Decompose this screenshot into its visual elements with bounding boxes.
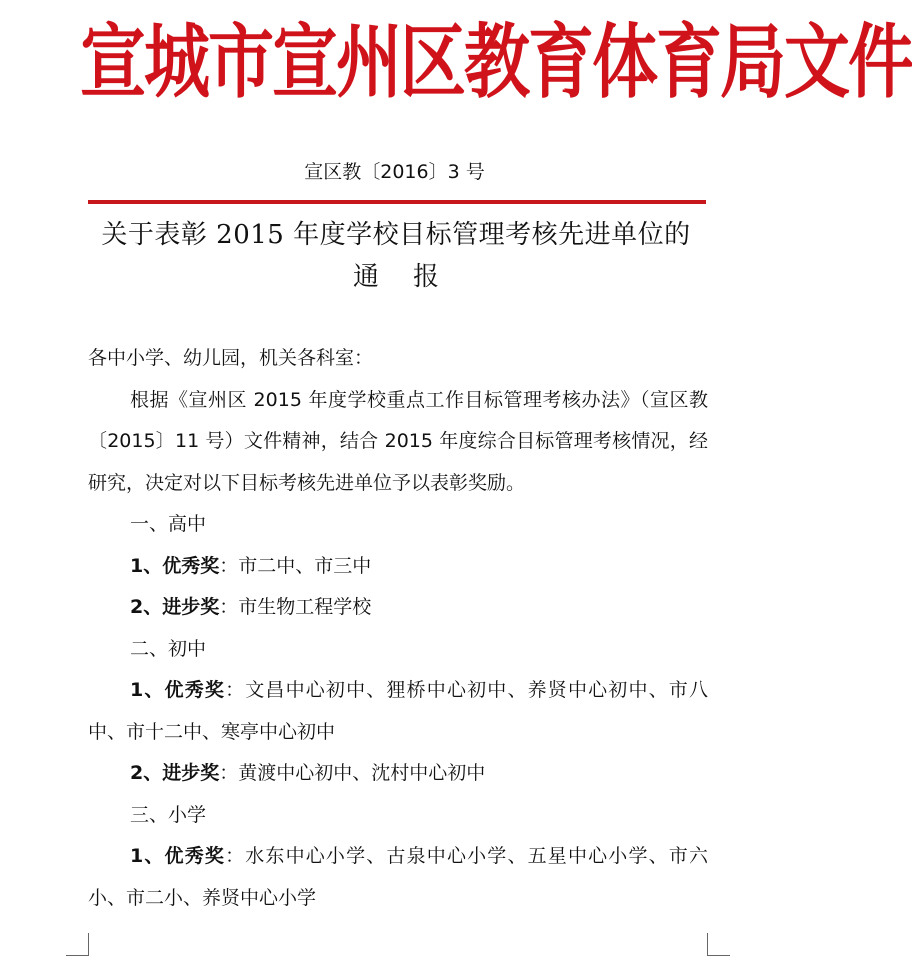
award-units: 水东中心小学、古泉中心小学、五星中心小学、市六小、市二小、养贤中心小学	[88, 845, 708, 909]
award-label: 1、优秀奖	[130, 679, 226, 701]
award-line	[88, 753, 708, 795]
section-heading-high-school: 一、高中	[130, 513, 207, 535]
section-heading-primary-school: 三、小学	[130, 803, 207, 826]
notice-body	[88, 338, 708, 919]
award-label: 1、优秀奖	[130, 845, 226, 867]
award-separator: ：	[219, 554, 239, 577]
award-line	[88, 670, 708, 753]
award-units: 文昌中心初中、狸桥中心初中、养贤中心初中、市八中、市十二中、寒亭中心初中	[88, 679, 708, 743]
award-separator: ：	[219, 762, 239, 784]
award-line	[88, 587, 708, 629]
award-line	[88, 836, 708, 919]
section-heading-middle-school: 二、初中	[130, 637, 207, 660]
page-corner-mark-left	[66, 933, 89, 956]
award-units: 市二中、市三中	[238, 554, 372, 577]
notice-title-line1: 关于表彰 2015 年度学校目标管理考核先进单位的	[101, 220, 691, 250]
notice-title	[86, 214, 706, 298]
page-corner-mark-right	[707, 933, 730, 956]
award-separator: ：	[225, 845, 246, 867]
award-separator: ：	[219, 596, 239, 618]
award-units: 黄渡中心初中、沈村中心初中	[238, 762, 486, 784]
notice-title-line2: 通报	[352, 262, 473, 292]
award-units: 市生物工程学校	[238, 596, 372, 618]
red-divider-rule	[88, 200, 706, 204]
award-separator: ：	[225, 679, 246, 701]
masthead-title: 宣城市宣州区教育体育局文件	[80, 15, 912, 110]
award-label: 2、进步奖	[130, 596, 220, 618]
award-label: 1、优秀奖	[130, 554, 220, 577]
salutation: 各中小学、幼儿园，机关各科室：	[88, 347, 374, 369]
award-line	[88, 546, 708, 588]
intro-paragraph: 根据《宣州区 2015 年度学校重点工作目标管理考核办法》（宣区教〔2015〕11 号）文件精神，结合 2015 年度综合目标管理考核情况，经研究，决定对以下目标考核先进单位予以表彰奖励。	[88, 388, 708, 494]
document-number: 宣区教〔2016〕3 号	[304, 161, 485, 183]
award-label: 2、进步奖	[130, 762, 220, 784]
